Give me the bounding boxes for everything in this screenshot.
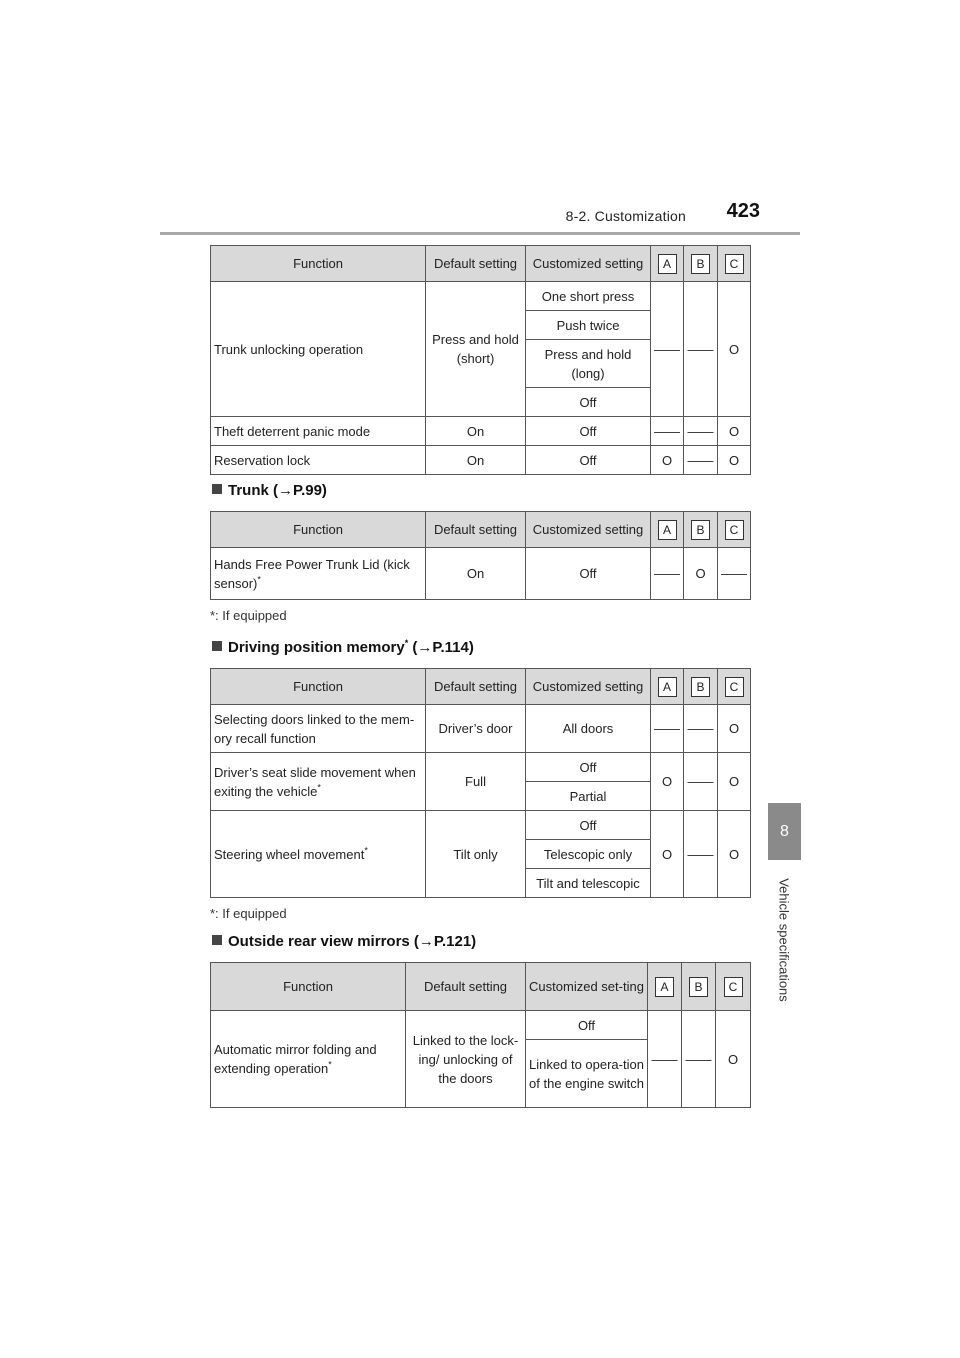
function-cell (211, 753, 426, 811)
table-row (211, 282, 751, 311)
mark-b: —— (684, 753, 718, 811)
col-a-header (651, 669, 684, 705)
mark-c: O (718, 417, 751, 446)
mark-a: O (651, 753, 684, 811)
section-title: 8-2. Customization (565, 208, 686, 224)
function-cell (211, 1011, 406, 1108)
option-cell: Off (526, 811, 651, 840)
settings-table-trunk (210, 511, 751, 600)
mark-c: O (718, 446, 751, 475)
chapter-label: Vehicle specifications (776, 878, 792, 1002)
default-cell: Driver’s door (426, 705, 526, 753)
col-customized-header: Customized set-ting (526, 963, 648, 1011)
table-row (211, 705, 751, 753)
col-a-label: A (658, 677, 677, 697)
option-cell: Off (526, 548, 651, 600)
option-cell: Press and hold (long) (526, 340, 651, 388)
option-cell: All doors (526, 705, 651, 753)
page-number: 423 (726, 200, 760, 222)
footnote: *: If equipped (210, 906, 287, 921)
function-text: Automatic mirror folding and extending operation (214, 1042, 377, 1076)
mark-a: —— (648, 1011, 682, 1108)
col-a-label: A (658, 520, 677, 540)
mark-b: —— (682, 1011, 716, 1108)
mark-b: —— (684, 705, 718, 753)
section-heading-memory (212, 639, 474, 656)
section-heading-mirrors (212, 933, 476, 950)
col-c-label: C (725, 520, 744, 540)
option-cell: Tilt and telescopic (526, 869, 651, 898)
table-header-row (211, 246, 751, 282)
col-function-header: Function (211, 512, 426, 548)
col-c-label: C (725, 677, 744, 697)
section-heading-trunk (212, 482, 327, 499)
col-function-header: Function (211, 246, 426, 282)
mark-c: O (716, 1011, 751, 1108)
mark-a: O (651, 811, 684, 898)
col-c-header (718, 512, 751, 548)
col-customized-header: Customized setting (526, 246, 651, 282)
default-cell: Full (426, 753, 526, 811)
table-header-row (211, 512, 751, 548)
col-c-label: C (725, 254, 744, 274)
footnote-mark: * (257, 574, 261, 585)
option-cell: Telescopic only (526, 840, 651, 869)
col-a-label: A (655, 977, 674, 997)
col-b-label: B (691, 677, 710, 697)
table-row (211, 548, 751, 600)
mark-a: —— (651, 282, 684, 417)
col-a-header (648, 963, 682, 1011)
settings-table-trunk-unlock (210, 245, 751, 475)
footnote-mark: * (404, 638, 409, 648)
function-cell: Trunk unlocking operation (211, 282, 426, 417)
option-cell: Off (526, 388, 651, 417)
col-a-header (651, 512, 684, 548)
option-cell: One short press (526, 282, 651, 311)
default-cell: Press and hold (short) (426, 282, 526, 417)
table-row (211, 753, 751, 782)
mark-b: —— (684, 811, 718, 898)
table-row (211, 1011, 751, 1040)
section-heading-text: Trunk (→P.99) (228, 482, 327, 499)
default-cell: On (426, 417, 526, 446)
table-row (211, 811, 751, 840)
col-function-header: Function (211, 669, 426, 705)
mark-a: O (651, 446, 684, 475)
chapter-tab[interactable] (768, 803, 801, 860)
function-text: Hands Free Power Trunk Lid (kick sensor) (214, 556, 410, 591)
settings-table-driving-memory (210, 668, 751, 898)
table-row (211, 446, 751, 475)
col-a-label: A (658, 254, 677, 274)
square-bullet-icon (212, 484, 222, 494)
mark-b: —— (684, 417, 718, 446)
table-row (211, 417, 751, 446)
chapter-number: 8 (780, 822, 789, 840)
col-a-header (651, 246, 684, 282)
footnote-mark: * (364, 845, 368, 856)
default-cell: Linked to the lock-ing/ unlocking of the doors (406, 1011, 526, 1108)
col-b-header (684, 246, 718, 282)
table-header-row (211, 963, 751, 1011)
function-cell: Reservation lock (211, 446, 426, 475)
option-cell: Off (526, 417, 651, 446)
col-c-header (718, 669, 751, 705)
col-b-header (682, 963, 716, 1011)
col-c-label: C (724, 977, 743, 997)
footnote-mark: * (328, 1059, 332, 1070)
function-cell (211, 548, 426, 600)
col-c-header (718, 246, 751, 282)
mark-c: —— (718, 548, 751, 600)
function-text: Driver’s seat slide movement when exiting the vehicle (214, 764, 416, 799)
function-cell: Selecting doors linked to the mem-ory recall function (211, 705, 426, 753)
footnote: *: If equipped (210, 608, 287, 623)
mark-c: O (718, 705, 751, 753)
square-bullet-icon (212, 641, 222, 651)
settings-table-mirrors (210, 962, 751, 1108)
default-cell: Tilt only (426, 811, 526, 898)
col-default-header: Default setting (406, 963, 526, 1011)
mark-b: O (684, 548, 718, 600)
col-b-header (684, 512, 718, 548)
mark-a: —— (651, 705, 684, 753)
col-default-header: Default setting (426, 512, 526, 548)
default-cell: On (426, 446, 526, 475)
col-default-header: Default setting (426, 246, 526, 282)
col-b-header (684, 669, 718, 705)
option-cell: Partial (526, 782, 651, 811)
mark-a: —— (651, 417, 684, 446)
col-customized-header: Customized setting (526, 669, 651, 705)
col-customized-header: Customized setting (526, 512, 651, 548)
function-text: Steering wheel movement (214, 846, 365, 862)
option-cell: Off (526, 753, 651, 782)
option-cell: Linked to opera-tion of the engine switch (526, 1040, 648, 1108)
mark-c: O (718, 753, 751, 811)
mark-b: —— (684, 446, 718, 475)
mark-b: —— (684, 282, 718, 417)
function-cell: Theft deterrent panic mode (211, 417, 426, 446)
function-cell (211, 811, 426, 898)
option-cell: Off (526, 446, 651, 475)
col-b-label: B (691, 254, 710, 274)
option-cell: Push twice (526, 311, 651, 340)
mark-a: —— (651, 548, 684, 600)
square-bullet-icon (212, 935, 222, 945)
mark-c: O (718, 811, 751, 898)
section-heading-text: Driving position memory (228, 639, 405, 656)
col-b-label: B (689, 977, 708, 997)
table-header-row (211, 669, 751, 705)
col-b-label: B (691, 520, 710, 540)
header-divider (160, 232, 800, 235)
footnote-mark: * (317, 782, 321, 793)
mark-c: O (718, 282, 751, 417)
page-reference: (→P.114) (408, 639, 474, 656)
col-default-header: Default setting (426, 669, 526, 705)
option-cell: Off (526, 1011, 648, 1040)
section-heading-text: Outside rear view mirrors (→P.121) (228, 933, 477, 950)
col-c-header (716, 963, 751, 1011)
default-cell: On (426, 548, 526, 600)
col-function-header: Function (211, 963, 406, 1011)
